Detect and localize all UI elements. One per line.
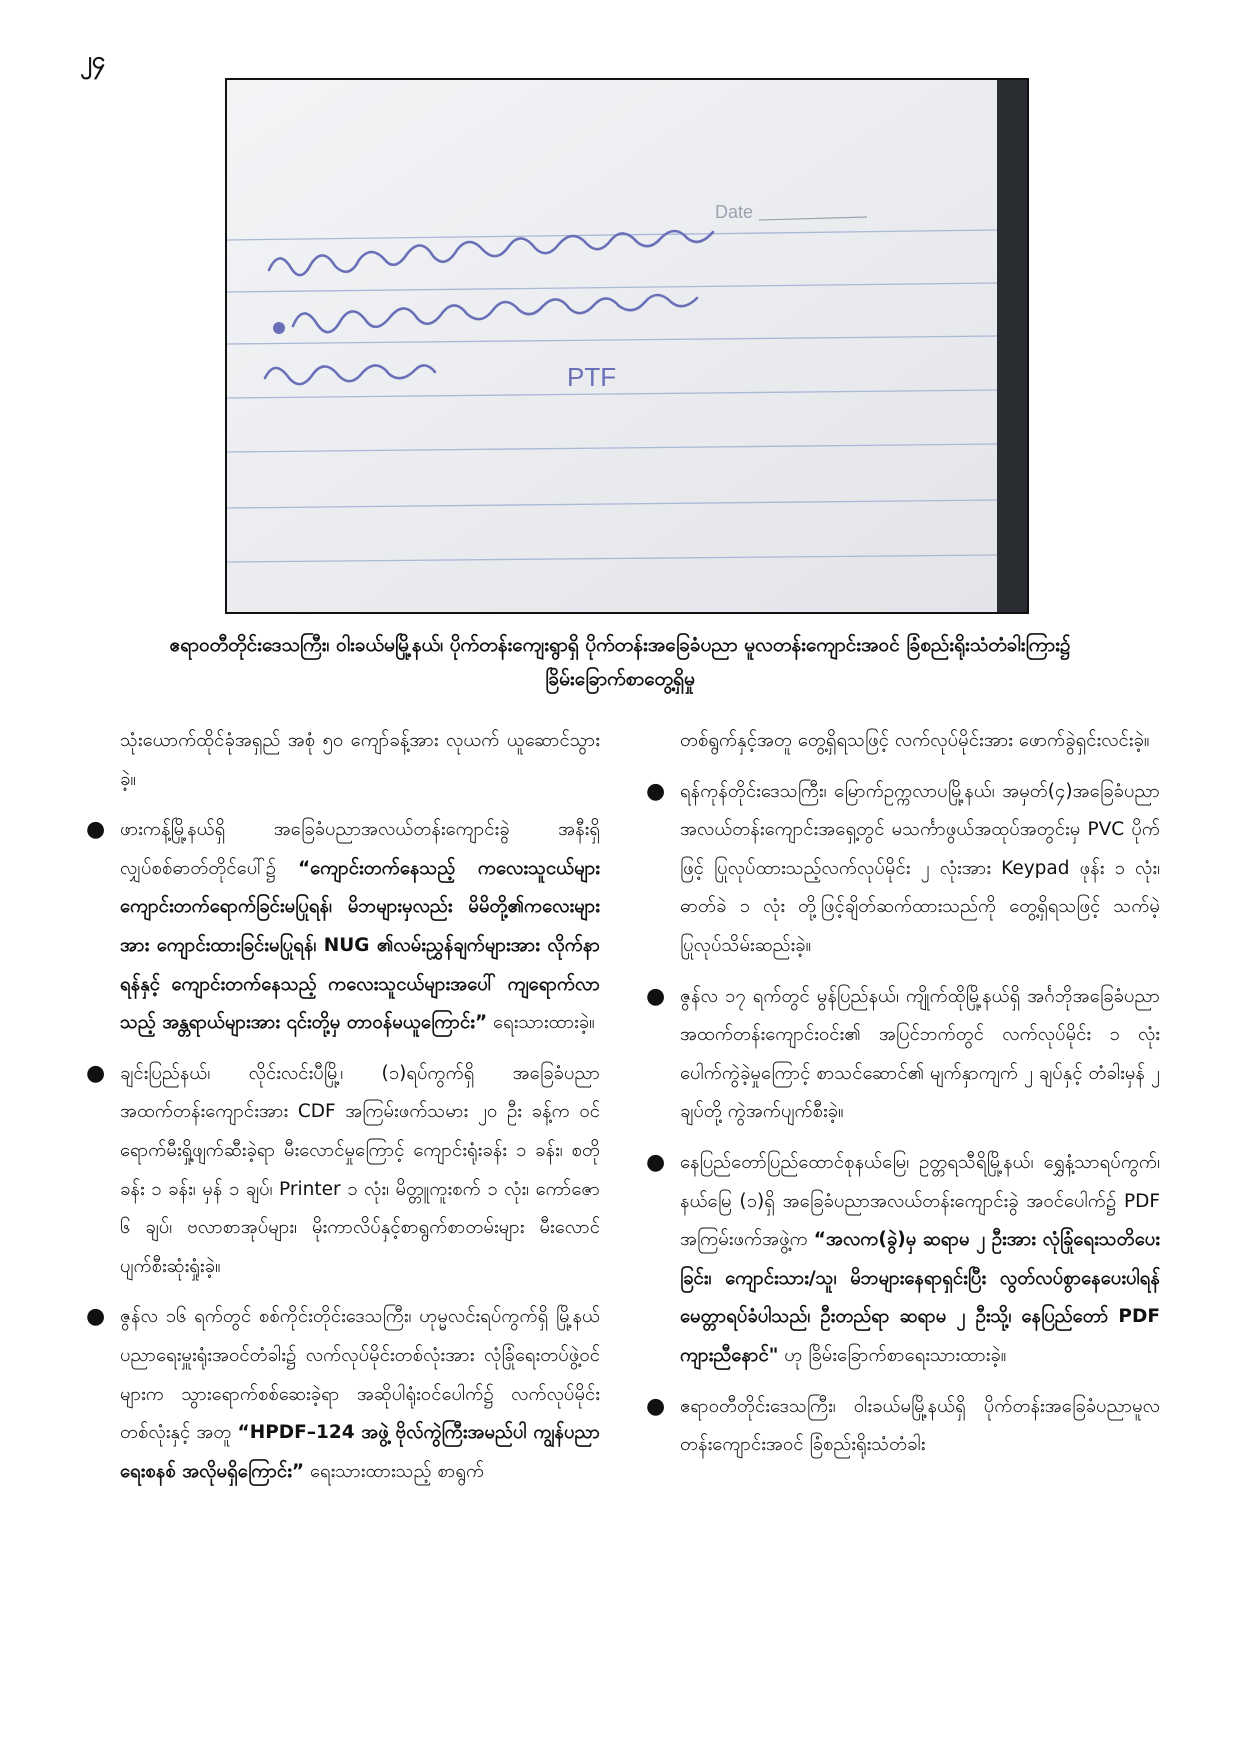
list-item (80, 1055, 600, 1287)
right-column (640, 722, 1160, 1477)
item-text: ဖားကန့်မြို့နယ်ရှိ အခြေခံပညာအလယ်တန်းကျောင်းခွဲ အနီးရှိ လျှပ်စစ်ဓာတ်တိုင်ပေါ်၌ (120, 819, 600, 879)
item-text: ဇွန်လ ၁၇ ရက်တွင် မွန်ပြည်နယ်၊ ကျိုက်ထိုမြို့နယ်ရှိ အင်္ဂဘိုအခြေခံပညာအထက်တန်းကျောင်းဝင်း၏ အပြင်ဘက်တွင် လက်လုပ်မိုင်း ၁ လုံး ပေါက်ကွဲခဲ့မှုကြောင့် စာသင်ဆောင်၏ မျက်နှာကျက် ၂ ချပ်နှင့် တံခါးမှန် ၂ ချပ်တို့ ကွဲအက်ပျက်စီးခဲ့။ (680, 985, 1160, 1123)
left-column (80, 722, 600, 1503)
bullet-icon: ● (646, 1393, 666, 1419)
bullet-icon: ● (86, 817, 106, 843)
continued-paragraph: သုံးယောက်ထိုင်ခုံအရှည် အစုံ ၅၀ ကျော်ခန့်အား လုယက် ယူဆောင်သွားခဲ့။ (120, 730, 600, 790)
item-quote: “ကျောင်းတက်နေသည့် ကလေးသူငယ်များ ကျောင်းတက်ရောက်ခြင်းမပြုရန်၊ မိဘများမှလည်း မိမိတို့၏ကလေးများအား ကျောင်းထားခြင်းမပြုရန်၊ NUG ၏လမ်းညွှန်ချက်များအား လိုက်နာရန်နှင့် ကျောင်းတက်နေသည့် ကလေးသူငယ်များအပေါ် ကျရောက်လာသည့် အန္တရာယ်များအား ၎င်းတို့မှ တာဝန်မယူကြောင်း” (120, 857, 600, 1034)
threat-letter-photo (225, 78, 1029, 614)
continued-paragraph: တစ်ရွက်နှင့်အတူ တွေ့ရှိရသဖြင့် လက်လုပ်မိုင်းအား ဖောက်ခွဲရှင်းလင်းခဲ့။ (680, 730, 1150, 751)
bullet-icon: ● (646, 1149, 666, 1175)
item-text: ဇွန်လ ၁၆ ရက်တွင် စစ်ကိုင်းတိုင်းဒေသကြီး၊ ဟုမ္မလင်းရပ်ကွက်ရှိ မြို့နယ်ပညာရေးမှူးရုံးအဝင်တံခါး၌ လက်လုပ်မိုင်းတစ်လုံးအား လုံခြုံရေးတပ်ဖွဲ့ဝင်များက သွားရောက်စစ်ဆေးခဲ့ရာ အဆိုပါရုံးဝင်ပေါက်၌ လက်လုပ်မိုင်းတစ်လုံးနှင့် အတူ (120, 1306, 600, 1444)
bullet-icon: ● (86, 1060, 106, 1086)
caption-line-2: ခြိမ်းခြောက်စာတွေ့ရှိမှု (545, 668, 695, 690)
list-item (640, 1388, 1160, 1465)
notebook-page-illustration (227, 80, 1027, 612)
page-number: ၂၄ (80, 46, 106, 74)
list-item (80, 1298, 600, 1491)
item-quote: “အလက(ခွဲ)မှ ဆရာမ ၂ ဦးအား လုံခြုံရေးသတိပေးခြင်း၊ ကျောင်းသား/သူ၊ မိဘများနေရာရှင်းပြီး လွတ်လပ်စွာနေပေးပါရန် မေတ္တာရပ်ခံပါသည်၊ ဦးတည်ရာ ဆရာမ ၂ ဦးသို့၊ နေပြည်တော် PDF ကျားညီနောင်" (680, 1229, 1160, 1366)
bullet-icon: ● (86, 1304, 106, 1330)
item-quote: “HPDF–124 အဖွဲ့ ဗိုလ်ကွဲကြီးအမည်ပါ ကျွန်ပညာရေးစနစ် အလိုမရှိကြောင်း” (120, 1422, 600, 1482)
item-text-end: ရေးသားထားခဲ့။ (487, 1012, 595, 1034)
bullet-icon: ● (646, 778, 666, 804)
item-text-end: ရေးသားထားသည့် စာရွက် (304, 1460, 485, 1482)
item-text: နေပြည်တော်ပြည်ထောင်စုနယ်မြေ၊ ဥတ္တရသီရိမြို့နယ်၊ ရွှေနံ့သာရပ်ကွက်၊ နယ်မြေ (၁)ရှိ အခြေခံပညာအလယ်တန်းကျောင်းခွဲ အဝင်ပေါက်၌ PDF အကြမ်းဖက်အဖွဲ့က (680, 1151, 1160, 1251)
list-item (640, 978, 1160, 1132)
bullet-icon: ● (646, 983, 666, 1009)
list-item (80, 811, 600, 1043)
item-text: ဧရာဝတီတိုင်းဒေသကြီး၊ ဝါးခယ်မမြို့နယ်ရှိ ပိုက်တန်းအခြေခံပညာမူလတန်းကျောင်းအဝင် ခြံစည်းရိုးသံတံခါး (680, 1395, 1160, 1456)
caption-line-1: ဧရာဝတီတိုင်းဒေသကြီး၊ ဝါးခယ်မမြို့နယ်၊ ပိုက်တန်းကျေးရွာရှိ ပိုက်တန်းအခြေခံပညာ မူလတန်းကျောင်းအဝင် ခြံစည်းရိုးသံတံခါးကြား၌ (169, 634, 1071, 656)
item-text: ရန်ကုန်တိုင်းဒေသကြီး၊ မြောက်ဥက္ကလာပမြို့နယ်၊ အမှတ်(၄)အခြေခံပညာအလယ်တန်းကျောင်းအရှေ့တွင် မသင်္ကာဖွယ်အထုပ်အတွင်းမှ PVC ပိုက်ဖြင့် ပြုလုပ်ထားသည့်လက်လုပ်မိုင်း ၂ လုံးအား Keypad ဖုန်း ၁ လုံး၊ ဓာတ်ခဲ ၁ လုံး တို့ဖြင့်ချိတ်ဆက်ထားသည်ကို တွေ့ရှိရသဖြင့် သက်မဲ့ပြုလုပ်သိမ်းဆည်းခဲ့။ (680, 780, 1160, 956)
photo-caption (80, 628, 1160, 696)
date-label: Date (715, 202, 754, 222)
list-item (640, 773, 1160, 966)
handwritten-ptf: PTF (567, 362, 617, 392)
item-text-end: ဟု ခြိမ်းခြောက်စာရေးသားထားခဲ့။ (778, 1344, 1007, 1366)
item-text: ချင်းပြည်နယ်၊ လိုင်းလင်းပီမြို့၊ (၁)ရပ်ကွက်ရှိ အခြေခံပညာ အထက်တန်းကျောင်းအား CDF အကြမ်းဖက်သမား ၂၀ ဦး ခန့်က ဝင်ရောက်မီးရှို့ဖျက်ဆီးခဲ့ရာ မီးလောင်မှုကြောင့် ကျောင်းရုံးခန်း ၁ ခန်း၊ စတိုခန်း ၁ ခန်း၊ မှန် ၁ ချပ်၊ Printer ၁ လုံး၊ မိတ္တူကူးစက် ၁ လုံး၊ ကော်ဇော ၆ ချပ်၊ ဗလာစာအုပ်များ၊ မိုးကာလိပ်နှင့်စာရွက်စာတမ်းများ မီးလောင်ပျက်စီးဆုံးရှုံးခဲ့။ (120, 1062, 600, 1277)
list-item (640, 1144, 1160, 1376)
